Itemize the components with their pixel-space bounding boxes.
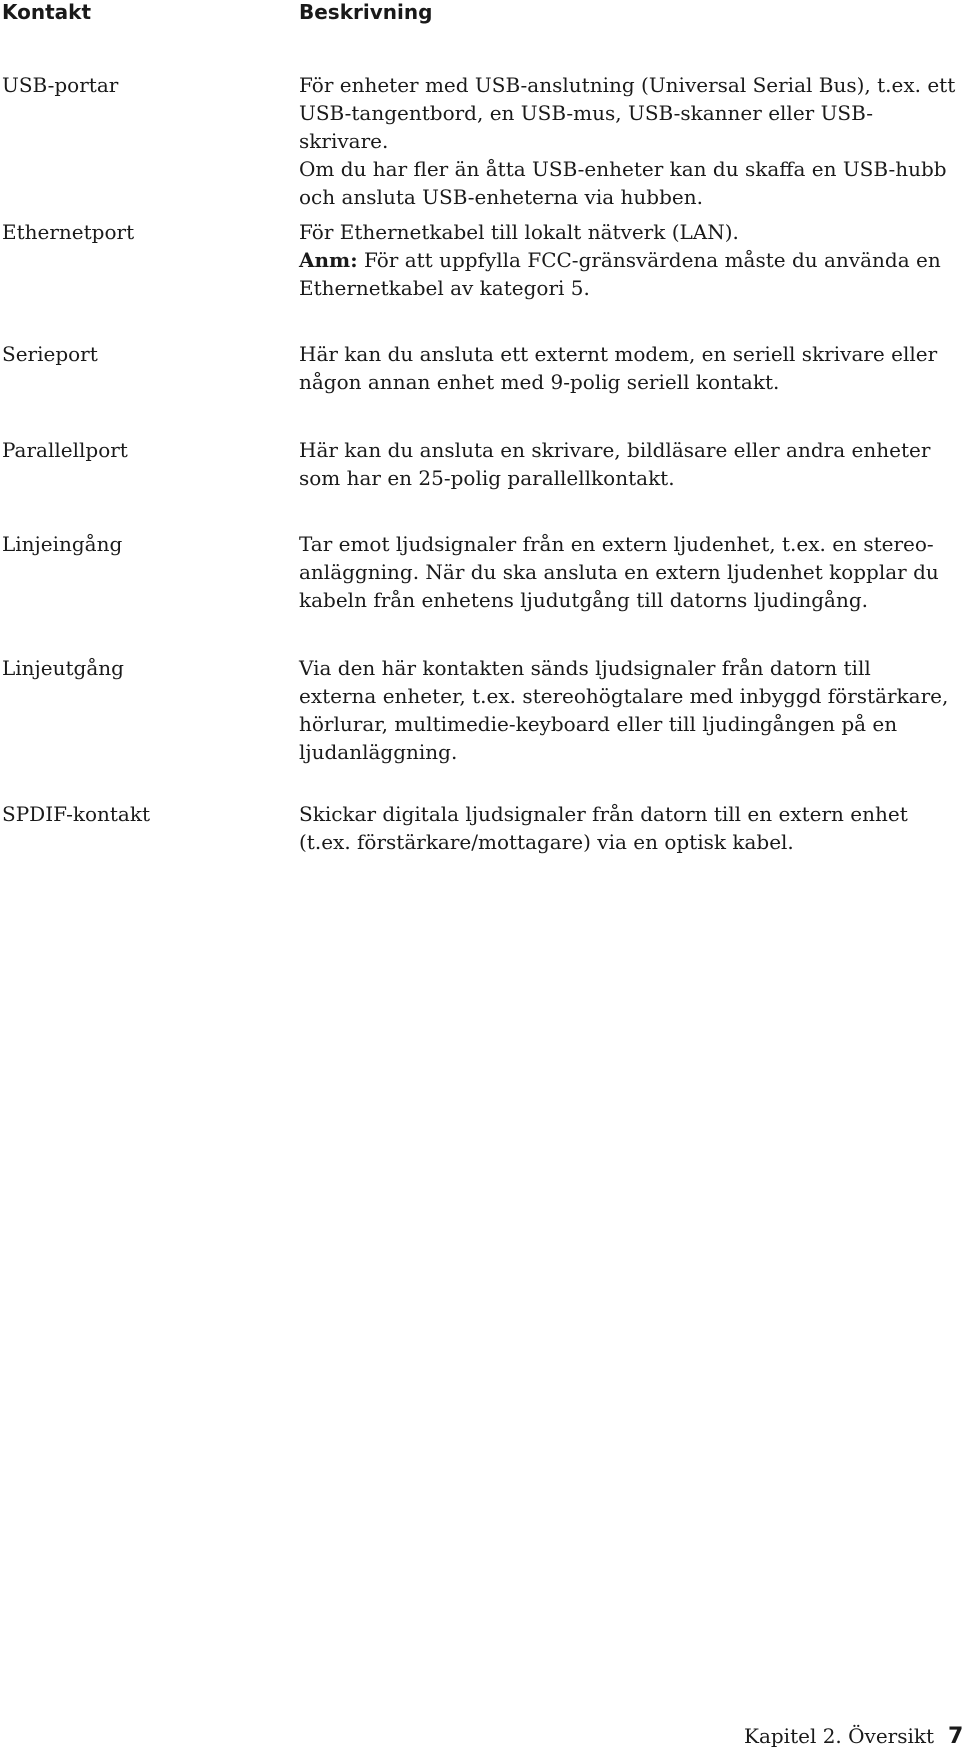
description-line: Tar emot ljudsignaler från en extern ljudenhet, t.ex. en stereo- xyxy=(299,532,934,556)
description-line: USB-tangentbord, en USB-mus, USB-skanner eller USB-skrivare. xyxy=(299,101,873,153)
description-line: anläggning. När du ska ansluta en extern ljudenhet kopplar du xyxy=(299,560,939,584)
connector-description xyxy=(299,800,959,856)
connector-name: Parallellport xyxy=(2,438,128,462)
description-line: Här kan du ansluta ett externt modem, en seriell skrivare eller xyxy=(299,342,938,366)
connector-description xyxy=(299,71,959,211)
page-footer xyxy=(744,1724,963,1749)
column-header-description: Beskrivning xyxy=(299,0,433,24)
description-line: (t.ex. förstärkare/mottagare) via en optisk kabel. xyxy=(299,830,794,854)
description-line: någon annan enhet med 9-polig seriell kontakt. xyxy=(299,370,780,394)
note-label: Anm: xyxy=(299,248,358,272)
description-line: och ansluta USB-enheterna via hubben. xyxy=(299,185,703,209)
description-line: Via den här kontakten sänds ljudsignaler från datorn till xyxy=(299,656,871,680)
description-line: ljudanläggning. xyxy=(299,740,458,764)
description-line: kabeln från enhetens ljudutgång till datorns ljudingång. xyxy=(299,588,868,612)
connector-description xyxy=(299,654,959,766)
page-number: 7 xyxy=(948,1724,963,1749)
description-line: Här kan du ansluta en skrivare, bildläsare eller andra enheter xyxy=(299,438,931,462)
description-line: Om du har fler än åtta USB-enheter kan du skaffa en USB-hubb xyxy=(299,157,947,181)
connector-name: Linjeingång xyxy=(2,532,123,556)
column-header-contact: Kontakt xyxy=(2,0,92,24)
table-header xyxy=(0,0,960,30)
connector-name: Ethernetport xyxy=(2,220,135,244)
connector-description xyxy=(299,218,959,302)
description-line: externa enheter, t.ex. stereohögtalare med inbyggd förstärkare, xyxy=(299,684,949,708)
connector-name: USB-portar xyxy=(2,73,119,97)
note-text: För att uppfylla FCC-gränsvärdena måste du använda en xyxy=(357,248,941,272)
chapter-title: Kapitel 2. Översikt xyxy=(744,1724,935,1748)
connector-name: SPDIF-kontakt xyxy=(2,802,150,826)
connector-name: Linjeutgång xyxy=(2,656,124,680)
description-line: För enheter med USB-anslutning (Universal Serial Bus), t.ex. ett xyxy=(299,73,956,97)
description-line: som har en 25-polig parallellkontakt. xyxy=(299,466,675,490)
connector-name: Serieport xyxy=(2,342,98,366)
description-line: Skickar digitala ljudsignaler från datorn till en extern enhet xyxy=(299,802,908,826)
description-line: hörlurar, multimedie-keyboard eller till ljudingången på en xyxy=(299,712,898,736)
connector-description xyxy=(299,340,959,396)
connector-description xyxy=(299,436,959,492)
note-line xyxy=(299,246,959,274)
description-line: För Ethernetkabel till lokalt nätverk (LAN). xyxy=(299,220,739,244)
note-line: Ethernetkabel av kategori 5. xyxy=(299,276,590,300)
connector-description xyxy=(299,530,959,614)
